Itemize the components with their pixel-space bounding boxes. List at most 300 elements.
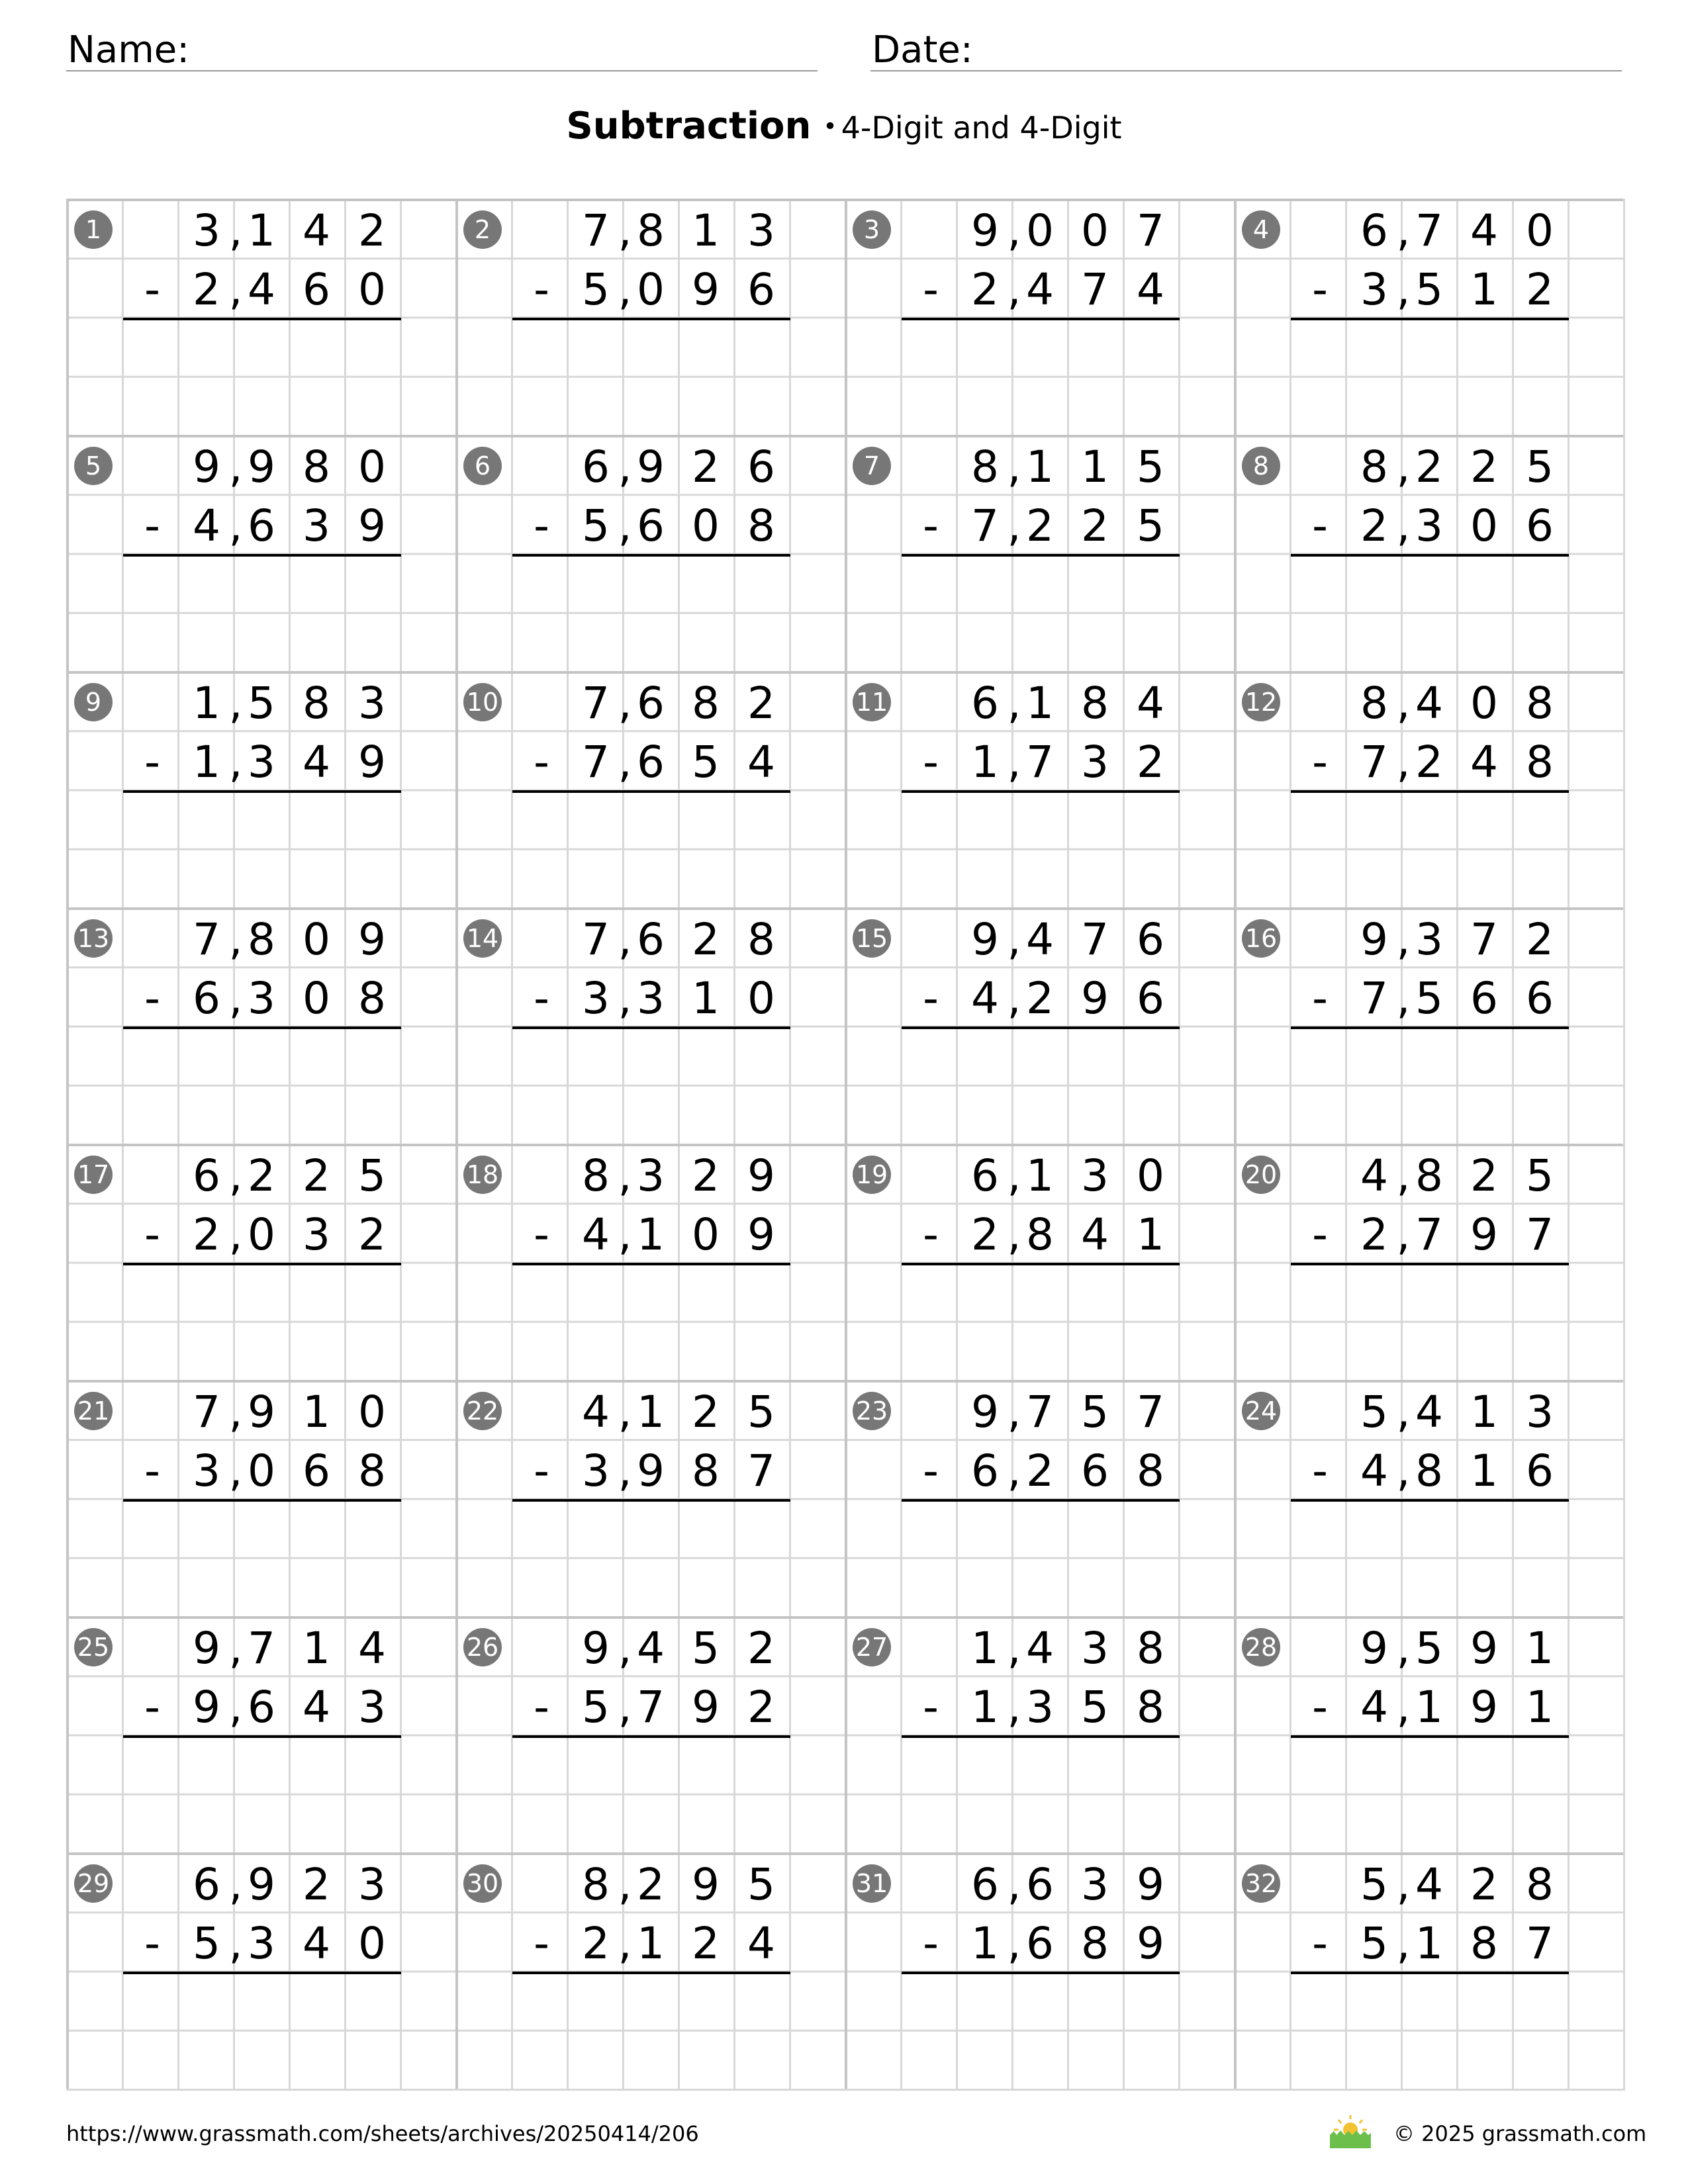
digit: 5 xyxy=(193,1918,220,1969)
digit: 5 xyxy=(747,1859,775,1910)
digit: 2 xyxy=(1470,441,1498,492)
digit: 6 xyxy=(1081,1445,1109,1496)
problem-number-badge: 10 xyxy=(463,683,502,721)
thousands-comma: , xyxy=(228,264,243,315)
digit: 0 xyxy=(358,441,386,492)
minus-sign: - xyxy=(923,1445,939,1496)
problem-number-badge: 7 xyxy=(853,447,891,485)
answer-line xyxy=(1291,554,1569,557)
name-field[interactable] xyxy=(66,20,818,71)
digit: 4 xyxy=(1137,678,1164,729)
digit: 4 xyxy=(1415,1859,1443,1910)
thousands-comma: , xyxy=(1396,973,1411,1024)
thousands-comma: , xyxy=(1396,1387,1411,1437)
digit: 7 xyxy=(1026,737,1054,788)
digit: 7 xyxy=(1360,737,1388,788)
thousands-comma: , xyxy=(1007,205,1021,256)
digit: 3 xyxy=(1415,914,1443,965)
digit: 8 xyxy=(358,973,386,1024)
digit: 2 xyxy=(692,1150,720,1201)
digit: 4 xyxy=(1081,1209,1109,1260)
digit: 9 xyxy=(582,1623,610,1674)
problem-cell xyxy=(66,1380,455,1616)
digit: 7 xyxy=(582,205,610,256)
digit: 1 xyxy=(1470,264,1498,315)
answer-line xyxy=(512,554,790,557)
problem-number-badge: 19 xyxy=(853,1156,891,1194)
digit: 1 xyxy=(971,737,999,788)
digit: 2 xyxy=(1526,914,1554,965)
digit: 0 xyxy=(358,1387,386,1437)
problem-number-badge: 13 xyxy=(74,919,113,958)
digit: 4 xyxy=(1470,205,1498,256)
digit: 2 xyxy=(692,914,720,965)
digit: 3 xyxy=(1081,1150,1109,1201)
digit: 1 xyxy=(1137,1209,1164,1260)
problem-number-badge: 24 xyxy=(1242,1392,1280,1430)
digit: 6 xyxy=(303,264,330,315)
answer-line xyxy=(123,1735,401,1738)
footer-copyright: © 2025 grassmath.com xyxy=(1393,2121,1647,2146)
problem-cell xyxy=(455,907,845,1144)
problem-grid xyxy=(66,199,1625,2091)
minus-sign: - xyxy=(144,737,160,788)
digit: 5 xyxy=(1081,1682,1109,1733)
problem-cell xyxy=(66,907,455,1144)
digit: 9 xyxy=(248,441,275,492)
minus-sign: - xyxy=(923,973,939,1024)
digit: 3 xyxy=(193,1445,220,1496)
problem-number-badge: 14 xyxy=(463,919,502,958)
digit: 6 xyxy=(971,678,999,729)
digit: 3 xyxy=(637,973,665,1024)
minus-sign: - xyxy=(534,1682,549,1733)
digit: 6 xyxy=(1137,973,1164,1024)
minus-sign: - xyxy=(923,1918,939,1969)
problem-number-badge: 11 xyxy=(853,683,891,721)
digit: 5 xyxy=(1415,1623,1443,1674)
problem-number-badge: 26 xyxy=(463,1628,502,1666)
digit: 7 xyxy=(582,737,610,788)
title-main: Subtraction xyxy=(566,105,812,148)
digit: 0 xyxy=(1526,205,1554,256)
thousands-comma: , xyxy=(1396,264,1411,315)
digit: 3 xyxy=(1081,737,1109,788)
digit: 8 xyxy=(692,1445,720,1496)
thousands-comma: , xyxy=(228,1859,243,1910)
answer-line xyxy=(123,318,401,320)
thousands-comma: , xyxy=(1007,264,1021,315)
digit: 5 xyxy=(692,737,720,788)
problem-cell xyxy=(1234,1380,1623,1616)
digit: 1 xyxy=(303,1387,330,1437)
thousands-comma: , xyxy=(1396,1918,1411,1969)
digit: 2 xyxy=(303,1859,330,1910)
digit: 9 xyxy=(971,205,999,256)
digit: 2 xyxy=(1360,500,1388,551)
thousands-comma: , xyxy=(1396,205,1411,256)
problem-number-badge: 12 xyxy=(1242,683,1280,721)
digit: 9 xyxy=(692,1859,720,1910)
digit: 3 xyxy=(1081,1859,1109,1910)
grass-sun-logo-icon xyxy=(1327,2111,1374,2151)
digit: 7 xyxy=(747,1445,775,1496)
digit: 6 xyxy=(637,914,665,965)
thousands-comma: , xyxy=(228,500,243,551)
problem-number-badge: 3 xyxy=(853,210,891,249)
digit: 3 xyxy=(582,1445,610,1496)
digit: 5 xyxy=(1360,1859,1388,1910)
digit: 8 xyxy=(1137,1623,1164,1674)
digit: 2 xyxy=(1415,737,1443,788)
problem-cell xyxy=(1234,671,1623,907)
thousands-comma: , xyxy=(1007,1918,1021,1969)
digit: 7 xyxy=(1415,205,1443,256)
problem-number-badge: 27 xyxy=(853,1628,891,1666)
answer-line xyxy=(1291,1026,1569,1029)
thousands-comma: , xyxy=(1396,1859,1411,1910)
problem-number-badge: 6 xyxy=(463,447,502,485)
digit: 4 xyxy=(1415,1387,1443,1437)
digit: 2 xyxy=(747,678,775,729)
problem-number-badge: 18 xyxy=(463,1156,502,1194)
digit: 1 xyxy=(1526,1623,1554,1674)
answer-line xyxy=(1291,790,1569,793)
digit: 6 xyxy=(971,1445,999,1496)
thousands-comma: , xyxy=(618,1445,632,1496)
date-label: Date: xyxy=(872,28,973,71)
digit: 8 xyxy=(1026,1209,1054,1260)
digit: 0 xyxy=(358,1918,386,1969)
thousands-comma: , xyxy=(228,914,243,965)
minus-sign: - xyxy=(1312,500,1328,551)
digit: 1 xyxy=(248,205,275,256)
problem-cell xyxy=(845,671,1234,907)
problem-cell xyxy=(455,1852,845,2089)
digit: 7 xyxy=(1360,973,1388,1024)
problem-number-badge: 17 xyxy=(74,1156,113,1194)
minus-sign: - xyxy=(1312,1445,1328,1496)
problem-number-badge: 4 xyxy=(1242,210,1280,249)
digit: 6 xyxy=(971,1150,999,1201)
thousands-comma: , xyxy=(1396,1445,1411,1496)
digit: 6 xyxy=(193,1859,220,1910)
digit: 2 xyxy=(1081,500,1109,551)
thousands-comma: , xyxy=(618,1150,632,1201)
digit: 9 xyxy=(692,264,720,315)
digit: 8 xyxy=(582,1150,610,1201)
digit: 8 xyxy=(1526,1859,1554,1910)
digit: 1 xyxy=(1081,441,1109,492)
answer-line xyxy=(512,1735,790,1738)
problem-cell xyxy=(66,1144,455,1380)
problem-cell xyxy=(845,1616,1234,1852)
digit: 7 xyxy=(193,914,220,965)
digit: 4 xyxy=(1360,1682,1388,1733)
digit: 8 xyxy=(971,441,999,492)
digit: 3 xyxy=(303,500,330,551)
answer-line xyxy=(902,554,1180,557)
digit: 9 xyxy=(248,1859,275,1910)
digit: 8 xyxy=(582,1859,610,1910)
digit: 6 xyxy=(1137,914,1164,965)
thousands-comma: , xyxy=(228,737,243,788)
minus-sign: - xyxy=(534,1209,549,1260)
digit: 3 xyxy=(248,737,275,788)
answer-line xyxy=(123,1972,401,1974)
digit: 2 xyxy=(303,1150,330,1201)
thousands-comma: , xyxy=(1007,1150,1021,1201)
problem-cell xyxy=(845,907,1234,1144)
thousands-comma: , xyxy=(618,1682,632,1733)
thousands-comma: , xyxy=(618,1918,632,1969)
problem-cell xyxy=(455,671,845,907)
thousands-comma: , xyxy=(228,1209,243,1260)
digit: 1 xyxy=(1470,1445,1498,1496)
minus-sign: - xyxy=(1312,1682,1328,1733)
thousands-comma: , xyxy=(1396,500,1411,551)
thousands-comma: , xyxy=(1396,441,1411,492)
footer-url: https://www.grassmath.com/sheets/archives/20250414/206 xyxy=(66,2121,699,2146)
problem-cell xyxy=(845,1144,1234,1380)
digit: 5 xyxy=(582,1682,610,1733)
digit: 9 xyxy=(1470,1623,1498,1674)
problem-cell xyxy=(455,199,845,435)
problem-number-badge: 32 xyxy=(1242,1864,1280,1903)
digit: 4 xyxy=(747,737,775,788)
thousands-comma: , xyxy=(618,1623,632,1674)
answer-line xyxy=(123,790,401,793)
thousands-comma: , xyxy=(618,678,632,729)
digit: 3 xyxy=(1026,1682,1054,1733)
digit: 5 xyxy=(1360,1387,1388,1437)
digit: 1 xyxy=(692,973,720,1024)
problem-cell xyxy=(66,1616,455,1852)
problem-number-badge: 16 xyxy=(1242,919,1280,958)
problem-number-badge: 23 xyxy=(853,1392,891,1430)
digit: 2 xyxy=(637,1859,665,1910)
digit: 2 xyxy=(248,1150,275,1201)
digit: 3 xyxy=(193,205,220,256)
digit: 2 xyxy=(971,1209,999,1260)
answer-line xyxy=(902,1972,1180,1974)
answer-line xyxy=(512,1263,790,1265)
digit: 2 xyxy=(1026,1445,1054,1496)
digit: 9 xyxy=(1360,914,1388,965)
digit: 9 xyxy=(1137,1859,1164,1910)
digit: 8 xyxy=(1360,441,1388,492)
problem-number-badge: 20 xyxy=(1242,1156,1280,1194)
digit: 2 xyxy=(1360,1209,1388,1260)
digit: 4 xyxy=(1360,1150,1388,1201)
problem-cell xyxy=(845,1380,1234,1616)
problem-cell xyxy=(845,1852,1234,2089)
digit: 7 xyxy=(1137,1387,1164,1437)
digit: 0 xyxy=(1137,1150,1164,1201)
minus-sign: - xyxy=(144,973,160,1024)
digit: 0 xyxy=(1081,205,1109,256)
thousands-comma: , xyxy=(618,205,632,256)
digit: 2 xyxy=(1026,500,1054,551)
digit: 6 xyxy=(1026,1918,1054,1969)
thousands-comma: , xyxy=(228,1387,243,1437)
digit: 4 xyxy=(303,1918,330,1969)
answer-line xyxy=(902,1499,1180,1502)
digit: 0 xyxy=(303,914,330,965)
digit: 9 xyxy=(248,1387,275,1437)
digit: 4 xyxy=(1026,1623,1054,1674)
problem-cell xyxy=(1234,435,1623,671)
thousands-comma: , xyxy=(1396,678,1411,729)
digit: 3 xyxy=(358,678,386,729)
date-field[interactable] xyxy=(870,20,1622,71)
problem-cell xyxy=(845,199,1234,435)
answer-line xyxy=(902,1026,1180,1029)
digit: 1 xyxy=(692,205,720,256)
digit: 5 xyxy=(248,678,275,729)
digit: 4 xyxy=(1137,264,1164,315)
digit: 9 xyxy=(971,914,999,965)
problem-number-badge: 28 xyxy=(1242,1628,1280,1666)
digit: 5 xyxy=(1081,1387,1109,1437)
digit: 0 xyxy=(692,500,720,551)
digit: 6 xyxy=(248,500,275,551)
digit: 3 xyxy=(303,1209,330,1260)
digit: 4 xyxy=(303,205,330,256)
thousands-comma: , xyxy=(618,1859,632,1910)
thousands-comma: , xyxy=(1007,1682,1021,1733)
problem-cell xyxy=(66,671,455,907)
minus-sign: - xyxy=(144,1445,160,1496)
digit: 9 xyxy=(971,1387,999,1437)
digit: 2 xyxy=(1470,1150,1498,1201)
problem-cell xyxy=(455,435,845,671)
minus-sign: - xyxy=(1312,737,1328,788)
digit: 0 xyxy=(692,1209,720,1260)
digit: 0 xyxy=(248,1445,275,1496)
thousands-comma: , xyxy=(618,973,632,1024)
thousands-comma: , xyxy=(1396,914,1411,965)
digit: 0 xyxy=(303,973,330,1024)
digit: 9 xyxy=(747,1209,775,1260)
digit: 6 xyxy=(193,1150,220,1201)
digit: 3 xyxy=(582,973,610,1024)
title-subtitle: 4-Digit and 4-Digit xyxy=(841,110,1122,146)
digit: 1 xyxy=(1026,678,1054,729)
digit: 8 xyxy=(1415,1150,1443,1201)
thousands-comma: , xyxy=(618,737,632,788)
minus-sign: - xyxy=(534,737,549,788)
digit: 9 xyxy=(1470,1209,1498,1260)
problem-cell xyxy=(1234,1852,1623,2089)
thousands-comma: , xyxy=(618,1387,632,1437)
problem-number-badge: 2 xyxy=(463,210,502,249)
problem-number-badge: 31 xyxy=(853,1864,891,1903)
digit: 3 xyxy=(1526,1387,1554,1437)
digit: 1 xyxy=(1526,1682,1554,1733)
digit: 2 xyxy=(358,205,386,256)
digit: 3 xyxy=(248,973,275,1024)
digit: 1 xyxy=(1415,1918,1443,1969)
digit: 2 xyxy=(1415,441,1443,492)
digit: 2 xyxy=(582,1918,610,1969)
digit: 2 xyxy=(1526,264,1554,315)
digit: 4 xyxy=(1026,914,1054,965)
minus-sign: - xyxy=(1312,1209,1328,1260)
digit: 9 xyxy=(1137,1918,1164,1969)
thousands-comma: , xyxy=(1007,678,1021,729)
digit: 7 xyxy=(1526,1209,1554,1260)
digit: 9 xyxy=(637,441,665,492)
digit: 7 xyxy=(1137,205,1164,256)
thousands-comma: , xyxy=(1396,1209,1411,1260)
digit: 0 xyxy=(747,973,775,1024)
digit: 2 xyxy=(1137,737,1164,788)
answer-line xyxy=(1291,318,1569,320)
digit: 4 xyxy=(747,1918,775,1969)
digit: 6 xyxy=(637,737,665,788)
digit: 8 xyxy=(1360,678,1388,729)
minus-sign: - xyxy=(144,1918,160,1969)
digit: 3 xyxy=(637,1150,665,1201)
thousands-comma: , xyxy=(1007,973,1021,1024)
problem-cell xyxy=(1234,199,1623,435)
problem-cell xyxy=(845,435,1234,671)
thousands-comma: , xyxy=(1396,737,1411,788)
digit: 5 xyxy=(582,264,610,315)
digit: 8 xyxy=(1526,678,1554,729)
digit: 8 xyxy=(1470,1918,1498,1969)
thousands-comma: , xyxy=(1007,500,1021,551)
answer-line xyxy=(1291,1972,1569,1974)
minus-sign: - xyxy=(1312,1918,1328,1969)
digit: 6 xyxy=(1026,1859,1054,1910)
digit: 9 xyxy=(193,441,220,492)
digit: 3 xyxy=(1360,264,1388,315)
digit: 3 xyxy=(248,1918,275,1969)
thousands-comma: , xyxy=(228,973,243,1024)
digit: 0 xyxy=(358,264,386,315)
digit: 1 xyxy=(637,1209,665,1260)
thousands-comma: , xyxy=(1396,1682,1411,1733)
digit: 5 xyxy=(1526,441,1554,492)
digit: 9 xyxy=(193,1682,220,1733)
digit: 4 xyxy=(1415,678,1443,729)
digit: 1 xyxy=(971,1682,999,1733)
minus-sign: - xyxy=(144,1209,160,1260)
digit: 7 xyxy=(1081,914,1109,965)
thousands-comma: , xyxy=(1007,1209,1021,1260)
answer-line xyxy=(902,318,1180,320)
minus-sign: - xyxy=(1312,973,1328,1024)
answer-line xyxy=(123,1026,401,1029)
digit: 0 xyxy=(1470,678,1498,729)
digit: 5 xyxy=(747,1387,775,1437)
digit: 9 xyxy=(358,914,386,965)
answer-line xyxy=(1291,1735,1569,1738)
digit: 1 xyxy=(303,1623,330,1674)
digit: 3 xyxy=(747,205,775,256)
answer-line xyxy=(512,318,790,320)
thousands-comma: , xyxy=(1007,1859,1021,1910)
digit: 8 xyxy=(1137,1682,1164,1733)
thousands-comma: , xyxy=(228,1918,243,1969)
thousands-comma: , xyxy=(618,914,632,965)
digit: 9 xyxy=(193,1623,220,1674)
digit: 9 xyxy=(358,500,386,551)
digit: 3 xyxy=(358,1859,386,1910)
digit: 8 xyxy=(637,205,665,256)
